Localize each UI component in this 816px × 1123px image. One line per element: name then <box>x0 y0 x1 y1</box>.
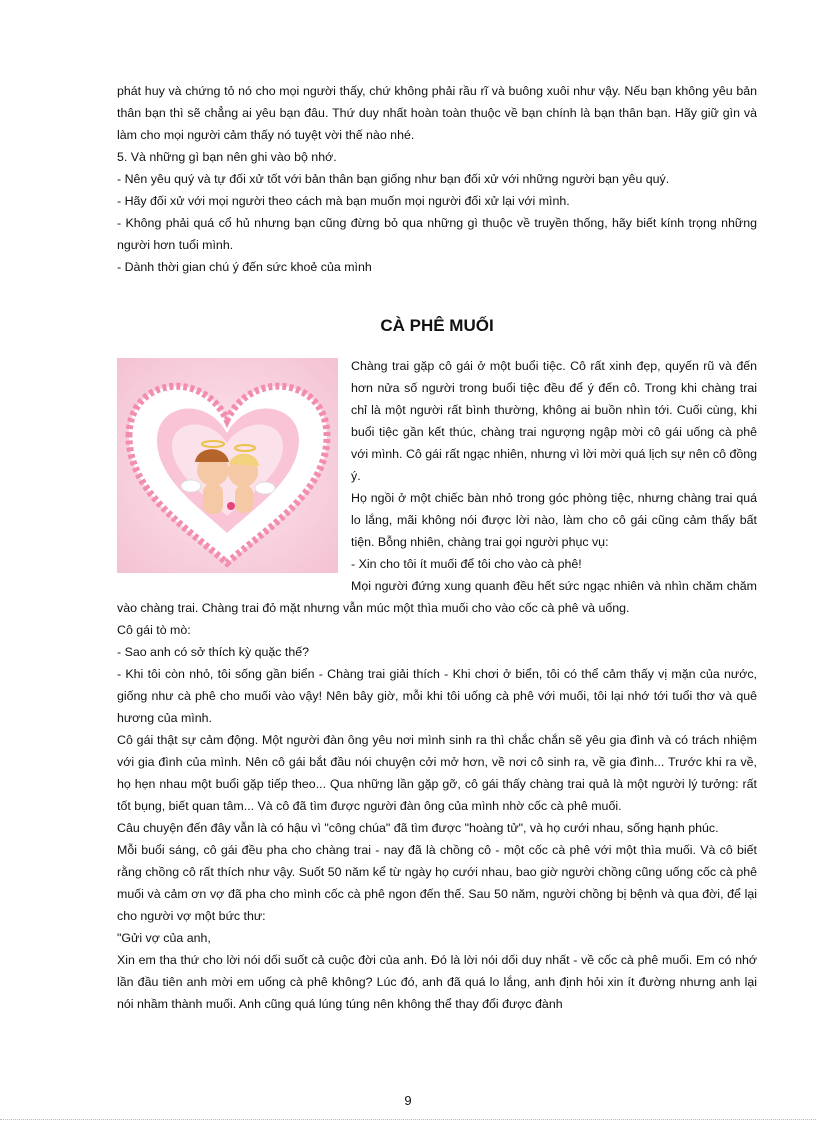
paragraph: - Xin cho tôi ít muối để tôi cho vào cà phê! <box>351 557 582 571</box>
paragraph: Mọi người đứng xung quanh đều hết sức ngạc nhiên và nhìn chăm chăm vào chàng trai. Chàng trai đỏ mặt nhưng vẫn múc một thìa muối cho vào cốc cà phê và uống. <box>117 579 757 615</box>
list-item: - Nên yêu quý và tự đối xử tốt với bản thân bạn giống như bạn đối xử với những người bạn yêu quý. <box>117 172 670 186</box>
cupids-heart-illustration <box>117 358 338 573</box>
paragraph: Cô gái thật sự cảm động. Một người đàn ông yêu nơi mình sinh ra thì chắc chắn sẽ yêu gia đình và có trách nhiệm với gia đình của mình. Nên cô gái bắt đầu nói chuyện cởi mở hơn, về nơi cô sinh ra, về gia đình... Trước khi ra về, họ hẹn nhau một buổi gặp tiếp theo... Qua những lần gặp gỡ, cô gái thấy chàng trai quả là một người lý tưởng: rất tốt bụng, biết quan tâm... Và cô đã tìm được người đàn ông của mình nhờ cốc cà phê muối. <box>117 733 757 813</box>
section-heading: 5. Và những gì bạn nên ghi vào bộ nhớ. <box>117 150 337 164</box>
list-item: - Không phải quá cổ hủ nhưng bạn cũng đừng bỏ qua những gì thuộc về truyền thống, hãy biết kính trọng những người hơn tuổi mình. <box>117 216 757 252</box>
paragraph: Chàng trai gặp cô gái ở một buổi tiệc. Cô rất xinh đẹp, quyến rũ và đến hơn nửa số người trong buổi tiệc đều để ý đến cô. Trong khi chàng trai chỉ là một người rất bình thường, không ai buồn nhìn tới. Cuối cùng, khi buổi tiệc gần kết thúc, chàng trai ngượng ngập mời cô gái uống cà phê với mình. Cô gái rất ngạc nhiên, nhưng vì lời mời quá lịch sự nên cô đồng ý. <box>351 359 758 483</box>
paragraph: Xin em tha thứ cho lời nói dối suốt cả cuộc đời của anh. Đó là lời nói dối duy nhất - về cốc cà phê muối. Em có nhớ lần đầu tiên anh mời em uống cà phê không? Lúc đó, anh đã quá lo lắng, anh định hỏi xin ít đường nhưng anh lại nói nhầm thành muối. Anh cũng quá lúng túng nên không thể thay đổi được đành <box>117 953 757 1011</box>
paragraph: "Gửi vợ của anh, <box>117 931 211 945</box>
page-bottom-divider <box>0 1119 816 1120</box>
paragraph: Mỗi buổi sáng, cô gái đều pha cho chàng trai - nay đã là chồng cô - một cốc cà phê với một thìa muối. Và cô biết rằng chồng cô rất thích như vậy. Suốt 50 năm kể từ ngày họ cưới nhau, bao giờ người chồng cũng uống cốc cà phê muối và cảm ơn vợ đã pha cho mình cốc cà phê ngon đến thế. Sau 50 năm, người chồng bị bệnh và qua đời, để lại cho người vợ một bức thư: <box>117 843 757 923</box>
paragraph: - Khi tôi còn nhỏ, tôi sống gần biển - Chàng trai giải thích - Khi chơi ở biển, tôi có thể cảm thấy vị mặn của nước, giống như cà phê cho muối vào vậy! Nên bây giờ, mỗi khi tôi uống cà phê với muối, tôi lại nhớ tới tuổi thơ và quê hương của mình. <box>117 667 757 725</box>
paragraph: phát huy và chứng tỏ nó cho mọi người thấy, chứ không phải rầu rĩ và buông xuôi như vậy. Nếu bạn không yêu bản thân bạn thì sẽ chẳng ai yêu bạn đâu. Thứ duy nhất hoàn toàn thuộc về bạn chính là bạn thân bạn. Hãy giữ gìn và làm cho mọi người cảm thấy nó tuyệt vời thế nào nhé. <box>117 84 757 142</box>
paragraph: - Sao anh có sở thích kỳ quặc thế? <box>117 645 310 659</box>
page-number: 9 <box>404 1093 412 1108</box>
paragraph: Câu chuyện đến đây vẫn là có hậu vì "công chúa" đã tìm được "hoàng tử", và họ cưới nhau, sống hạnh phúc. <box>117 821 719 835</box>
paragraph: Cô gái tò mò: <box>117 623 191 637</box>
story-title: CÀ PHÊ MUỐI <box>380 316 494 335</box>
list-item: - Dành thời gian chú ý đến sức khoẻ của mình <box>117 260 372 274</box>
paragraph: Họ ngồi ở một chiếc bàn nhỏ trong góc phòng tiệc, nhưng chàng trai quá lo lắng, mãi không nói được lời nào, làm cho cô gái cũng cảm thấy bất tiện. Bỗng nhiên, chàng trai gọi người phục vụ: <box>351 491 757 549</box>
page-content <box>117 80 757 1015</box>
list-item: - Hãy đối xử với mọi người theo cách mà bạn muốn mọi người đối xử lại với mình. <box>117 194 570 208</box>
